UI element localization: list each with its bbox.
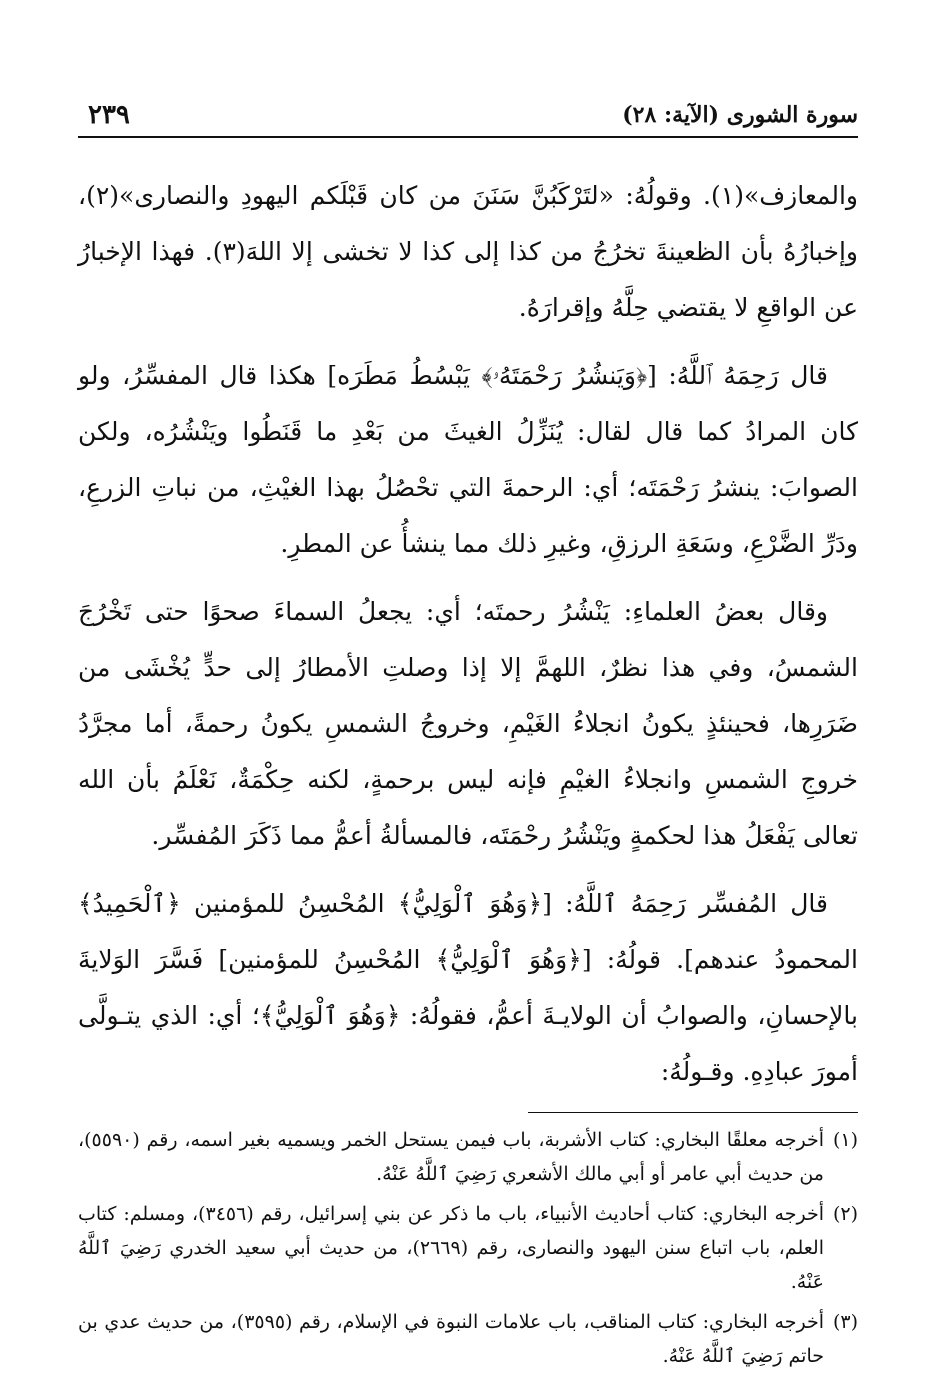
footnote <box>78 1305 858 1373</box>
footnote-text: أخرجه البخاري: كتاب أحاديث الأنبياء، باب ما ذكر عن بني إسرائيل، رقم (٣٤٥٦)، ومسلم: كتاب العلم، باب اتباع سنن اليهود والنصارى، رقم (٢٦٦٩)، من حديث أبي سعيد الخدري رَضِيَ ٱللَّهُ عَنْهُ. <box>78 1203 825 1293</box>
footnote <box>78 1123 858 1191</box>
footnote-text: أخرجه البخاري: كتاب المناقب، باب علامات النبوة في الإسلام، رقم (٣٥٩٥)، من حديث عدي بن حاتم رَضِيَ ٱللَّهُ عَنْهُ. <box>78 1311 824 1367</box>
footnote-text: أخرجه معلقًا البخاري: كتاب الأشربة، باب فيمن يستحل الخمر ويسميه بغير اسمه، رقم (٥٥٩٠)، من حديث أبي عامر أو أبي مالك الأشعري رَضِيَ ٱللَّهُ عَنْهُ. <box>78 1129 824 1185</box>
footnotes <box>78 1123 858 1373</box>
footnote-number: (١) <box>832 1129 858 1151</box>
page-header <box>78 96 858 138</box>
footnote-number: (٢) <box>832 1203 858 1225</box>
footnote-number: (٣) <box>832 1311 858 1333</box>
page <box>78 96 858 1379</box>
paragraph: والمعازف»(١). وقولُهُ: «لتَرْكَبُنَّ سَنَنَ من كان قَبْلَكم اليهودِ والنصارى»(٢)، وإخبارُهُ بأن الظعينةَ تخرُجُ من كذا إلى كذا لا تخشى إلا اللهَ(٣). فهذا الإخبارُ عن الواقعِ لا يقتضي حِلَّهُ وإقرارَهُ. <box>78 181 859 322</box>
main-text <box>78 168 858 1100</box>
paragraph: قال رَحِمَهُ ٱللَّهُ: [﴿وَيَنشُرُ رَحْمَتَهُۥ﴾ يَبْسُطُ مَطَرَه] هكذا قال المفسِّرُ، ولو كان المرادُ كما قال لقال: يُنَزِّلُ الغيثَ من بَعْدِ ما قَنَطُوا ويَنْشُرُه، ولكن الصوابَ: ينشرُ رَحْمَتَه؛ أي: الرحمةَ التي تحْصُلُ بهذا الغيْثِ، من نباتِ الزرعِ، ودَرِّ الضَّرْعِ، وسَعَةِ الرزقِ، وغيرِ ذلك مما ينشأُ عن المطرِ. <box>78 361 859 558</box>
surah-title: سورة الشورى (الآية: ٢٨) <box>622 102 858 128</box>
page-number: ٢٣٩ <box>88 100 130 130</box>
footnote <box>78 1197 858 1299</box>
footnote-separator <box>528 1112 858 1113</box>
paragraph: قال المُفسِّر رَحِمَهُ ٱللَّهُ: [﴿وَهُوَ ٱلْوَلِيُّ﴾ المُحْسِنُ للمؤمنين ﴿ٱلْحَمِيدُ﴾ المحمودُ عندهم]. قولُهُ: [﴿وَهُوَ ٱلْوَلِيُّ﴾ المُحْسِنُ للمؤمنين] فَسَّرَ الوَلايةَ بالإحسانِ، والصوابُ أن الولايـةَ أعمُّ، فقولُهُ: ﴿وَهُوَ ٱلْوَلِيُّ﴾؛ أي: الذي يتـولَّى أمورَ عبادِهِ. وقـولُهُ: <box>78 889 858 1086</box>
paragraph: وقال بعضُ العلماءِ: يَنْشُرُ رحمتَه؛ أي: يجعلُ السماءَ صحوًا حتى تَخْرُجَ الشمسُ، وفي هذا نظرٌ، اللهمَّ إلا إذا وصلتِ الأمطارُ إلى حدٍّ يُخْشَى من ضَرَرِها، فحينئذٍ يكونُ انجلاءُ الغَيْمِ، وخروجُ الشمسِ يكونُ رحمةً، أما مجرَّدُ خروجِ الشمسِ وانجلاءُ الغيْمِ فإنه ليس برحمةٍ، لكنه حِكْمَةٌ، نَعْلَمُ بأن الله تعالى يَفْعَلُ هذا لحكمةٍ ويَنْشُرُ رحْمَتَه، فالمسألةُ أعمُّ مما ذَكَرَ المُفسِّر. <box>78 597 858 850</box>
